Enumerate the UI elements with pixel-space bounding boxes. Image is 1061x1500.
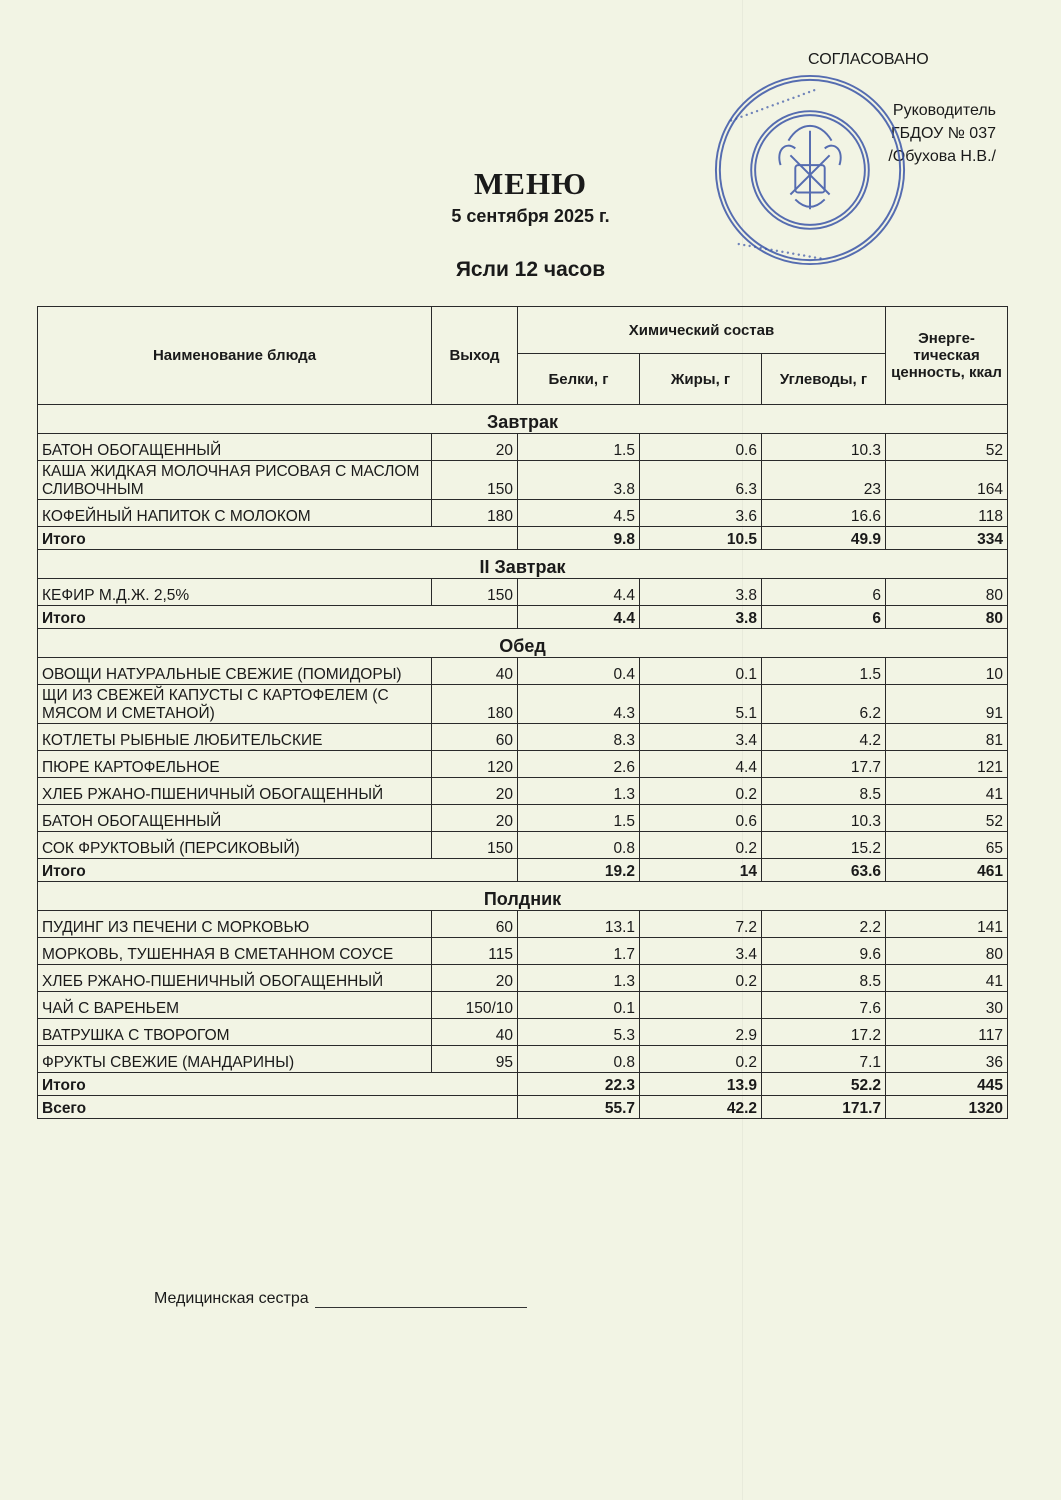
dish-carb: 8.5 (762, 965, 886, 992)
dish-carb: 4.2 (762, 724, 886, 751)
dish-carb: 10.3 (762, 434, 886, 461)
dish-fat: 3.8 (640, 579, 762, 606)
document-title: МЕНЮ (474, 166, 587, 201)
dish-energy: 65 (886, 832, 1008, 859)
dish-carb: 17.7 (762, 751, 886, 778)
dish-row (38, 911, 1008, 938)
approval-position: Руководитель (892, 102, 996, 119)
dish-fat: 3.4 (640, 724, 762, 751)
dish-carb: 16.6 (762, 500, 886, 527)
dish-name: БАТОН ОБОГАЩЕННЫЙ (38, 434, 432, 461)
section-header-row (38, 405, 1008, 434)
grand-total-row (38, 1096, 1008, 1119)
total-protein: 9.8 (518, 527, 640, 550)
dish-name: ХЛЕБ РЖАНО-ПШЕНИЧНЫЙ ОБОГАЩЕННЫЙ (38, 778, 432, 805)
dish-row (38, 805, 1008, 832)
svg-text:• • • • • • • • • • • • • • •: • • • • • • • • • • • • • • • • (736, 238, 823, 264)
dish-fat: 3.6 (640, 500, 762, 527)
dish-carb: 23 (762, 461, 886, 500)
section-total-row (38, 859, 1008, 882)
dish-protein: 1.5 (518, 805, 640, 832)
dish-energy: 117 (886, 1019, 1008, 1046)
dish-name: СОК ФРУКТОВЫЙ (ПЕРСИКОВЫЙ) (38, 832, 432, 859)
nurse-signature (154, 1289, 527, 1308)
dish-output: 150 (432, 832, 518, 859)
dish-row (38, 434, 1008, 461)
column-header-protein: Белки, г (518, 354, 640, 405)
dish-protein: 5.3 (518, 1019, 640, 1046)
dish-row (38, 965, 1008, 992)
total-energy: 334 (886, 527, 1008, 550)
dish-name: ПУДИНГ ИЗ ПЕЧЕНИ С МОРКОВЬЮ (38, 911, 432, 938)
dish-row (38, 1019, 1008, 1046)
dish-protein: 0.1 (518, 992, 640, 1019)
dish-protein: 13.1 (518, 911, 640, 938)
dish-output: 40 (432, 1019, 518, 1046)
section-title: II Завтрак (38, 550, 1008, 579)
dish-energy: 91 (886, 685, 1008, 724)
dish-energy: 81 (886, 724, 1008, 751)
dish-protein: 0.8 (518, 832, 640, 859)
dish-name: ХЛЕБ РЖАНО-ПШЕНИЧНЫЙ ОБОГАЩЕННЫЙ (38, 965, 432, 992)
dish-carb: 2.2 (762, 911, 886, 938)
dish-name: ВАТРУШКА С ТВОРОГОМ (38, 1019, 432, 1046)
total-carb: 52.2 (762, 1073, 886, 1096)
section-header-row (38, 550, 1008, 579)
dish-carb: 10.3 (762, 805, 886, 832)
total-carb: 49.9 (762, 527, 886, 550)
total-energy: 80 (886, 606, 1008, 629)
dish-carb: 8.5 (762, 778, 886, 805)
dish-fat: 5.1 (640, 685, 762, 724)
dish-carb: 6.2 (762, 685, 886, 724)
section-header-row (38, 629, 1008, 658)
dish-name: КАША ЖИДКАЯ МОЛОЧНАЯ РИСОВАЯ С МАСЛОМ СЛИВОЧНЫМ (38, 461, 432, 500)
total-energy: 461 (886, 859, 1008, 882)
menu-date: 5 сентября 2025 г. (451, 206, 610, 226)
section-title: Полдник (38, 882, 1008, 911)
dish-protein: 0.8 (518, 1046, 640, 1073)
grand-total-energy: 1320 (886, 1096, 1008, 1119)
dish-energy: 80 (886, 938, 1008, 965)
column-header-carb: Углеводы, г (762, 354, 886, 405)
dish-carb: 17.2 (762, 1019, 886, 1046)
grand-total-protein: 55.7 (518, 1096, 640, 1119)
dish-protein: 1.3 (518, 778, 640, 805)
dish-output: 180 (432, 685, 518, 724)
dish-energy: 141 (886, 911, 1008, 938)
dish-protein: 3.8 (518, 461, 640, 500)
dish-carb: 9.6 (762, 938, 886, 965)
dish-output: 150 (432, 461, 518, 500)
total-protein: 4.4 (518, 606, 640, 629)
age-group: Ясли 12 часов (455, 258, 606, 281)
dish-protein: 4.4 (518, 579, 640, 606)
dish-row (38, 461, 1008, 500)
dish-row (38, 778, 1008, 805)
grand-total-fat: 42.2 (640, 1096, 762, 1119)
section-total-row (38, 527, 1008, 550)
column-header-chemical: Химический состав (518, 307, 886, 354)
dish-output: 95 (432, 1046, 518, 1073)
menu-table (37, 306, 1008, 1119)
total-fat: 14 (640, 859, 762, 882)
dish-output: 180 (432, 500, 518, 527)
dish-protein: 1.7 (518, 938, 640, 965)
dish-fat: 4.4 (640, 751, 762, 778)
dish-energy: 41 (886, 965, 1008, 992)
dish-output: 60 (432, 911, 518, 938)
dish-carb: 15.2 (762, 832, 886, 859)
approval-organization: ГБДОУ № 037 (890, 125, 996, 142)
dish-name: ЧАЙ С ВАРЕНЬЕМ (38, 992, 432, 1019)
grand-total-carb: 171.7 (762, 1096, 886, 1119)
dish-protein: 1.5 (518, 434, 640, 461)
column-header-energy: Энерге-тическая ценность, ккал (886, 307, 1008, 405)
dish-row (38, 500, 1008, 527)
dish-output: 120 (432, 751, 518, 778)
total-label: Итого (38, 606, 518, 629)
total-protein: 22.3 (518, 1073, 640, 1096)
dish-output: 150/10 (432, 992, 518, 1019)
total-label: Итого (38, 1073, 518, 1096)
dish-output: 60 (432, 724, 518, 751)
approval-signatory: /Обухова Н.В./ (888, 148, 996, 165)
section-total-row (38, 1073, 1008, 1096)
dish-row (38, 832, 1008, 859)
total-fat: 13.9 (640, 1073, 762, 1096)
dish-energy: 118 (886, 500, 1008, 527)
dish-energy: 41 (886, 778, 1008, 805)
dish-fat: 6.3 (640, 461, 762, 500)
dish-row (38, 992, 1008, 1019)
dish-protein: 8.3 (518, 724, 640, 751)
dish-protein: 1.3 (518, 965, 640, 992)
dish-name: БАТОН ОБОГАЩЕННЫЙ (38, 805, 432, 832)
grand-total-label: Всего (38, 1096, 518, 1119)
signature-line (315, 1289, 527, 1308)
dish-fat: 0.6 (640, 434, 762, 461)
section-title: Завтрак (38, 405, 1008, 434)
dish-fat: 2.9 (640, 1019, 762, 1046)
approval-title: СОГЛАСОВАНО (808, 51, 929, 68)
menu-table-body (38, 405, 1008, 1119)
dish-carb: 1.5 (762, 658, 886, 685)
section-total-row (38, 606, 1008, 629)
dish-row (38, 685, 1008, 724)
dish-energy: 121 (886, 751, 1008, 778)
dish-energy: 80 (886, 579, 1008, 606)
dish-fat: 7.2 (640, 911, 762, 938)
section-title: Обед (38, 629, 1008, 658)
column-header-output: Выход (432, 307, 518, 405)
dish-row (38, 658, 1008, 685)
dish-name: ПЮРЕ КАРТОФЕЛЬНОЕ (38, 751, 432, 778)
dish-name: КОФЕЙНЫЙ НАПИТОК С МОЛОКОМ (38, 500, 432, 527)
total-label: Итого (38, 527, 518, 550)
column-header-name: Наименование блюда (38, 307, 432, 405)
dish-row (38, 579, 1008, 606)
dish-energy: 52 (886, 434, 1008, 461)
dish-carb: 6 (762, 579, 886, 606)
dish-energy: 164 (886, 461, 1008, 500)
nurse-label: Медицинская сестра (154, 1290, 309, 1307)
dish-fat: 0.6 (640, 805, 762, 832)
total-label: Итого (38, 859, 518, 882)
dish-carb: 7.6 (762, 992, 886, 1019)
dish-energy: 52 (886, 805, 1008, 832)
total-fat: 10.5 (640, 527, 762, 550)
dish-row (38, 724, 1008, 751)
dish-energy: 10 (886, 658, 1008, 685)
total-carb: 63.6 (762, 859, 886, 882)
dish-output: 20 (432, 778, 518, 805)
dish-name: ФРУКТЫ СВЕЖИЕ (МАНДАРИНЫ) (38, 1046, 432, 1073)
dish-fat: 0.2 (640, 778, 762, 805)
dish-name: ОВОЩИ НАТУРАЛЬНЫЕ СВЕЖИЕ (ПОМИДОРЫ) (38, 658, 432, 685)
total-energy: 445 (886, 1073, 1008, 1096)
total-carb: 6 (762, 606, 886, 629)
dish-carb: 7.1 (762, 1046, 886, 1073)
section-header-row (38, 882, 1008, 911)
svg-text:• • • • • • • • • • • • • • •: • • • • • • • • • • • • • • • • • (727, 84, 818, 126)
dish-name: КОТЛЕТЫ РЫБНЫЕ ЛЮБИТЕЛЬСКИЕ (38, 724, 432, 751)
dish-protein: 4.3 (518, 685, 640, 724)
dish-protein: 4.5 (518, 500, 640, 527)
dish-energy: 30 (886, 992, 1008, 1019)
dish-fat: 0.1 (640, 658, 762, 685)
dish-output: 150 (432, 579, 518, 606)
column-header-fat: Жиры, г (640, 354, 762, 405)
dish-protein: 2.6 (518, 751, 640, 778)
dish-fat (640, 992, 762, 1019)
dish-name: ЩИ ИЗ СВЕЖЕЙ КАПУСТЫ С КАРТОФЕЛЕМ (С МЯСОМ И СМЕТАНОЙ) (38, 685, 432, 724)
total-protein: 19.2 (518, 859, 640, 882)
dish-output: 115 (432, 938, 518, 965)
dish-output: 20 (432, 434, 518, 461)
dish-output: 20 (432, 965, 518, 992)
dish-output: 20 (432, 805, 518, 832)
dish-output: 40 (432, 658, 518, 685)
dish-fat: 0.2 (640, 1046, 762, 1073)
dish-fat: 3.4 (640, 938, 762, 965)
dish-fat: 0.2 (640, 965, 762, 992)
dish-fat: 0.2 (640, 832, 762, 859)
dish-name: МОРКОВЬ, ТУШЕННАЯ В СМЕТАННОМ СОУСЕ (38, 938, 432, 965)
dish-name: КЕФИР М.Д.Ж. 2,5% (38, 579, 432, 606)
dish-row (38, 1046, 1008, 1073)
dish-row (38, 751, 1008, 778)
dish-energy: 36 (886, 1046, 1008, 1073)
dish-row (38, 938, 1008, 965)
dish-protein: 0.4 (518, 658, 640, 685)
total-fat: 3.8 (640, 606, 762, 629)
